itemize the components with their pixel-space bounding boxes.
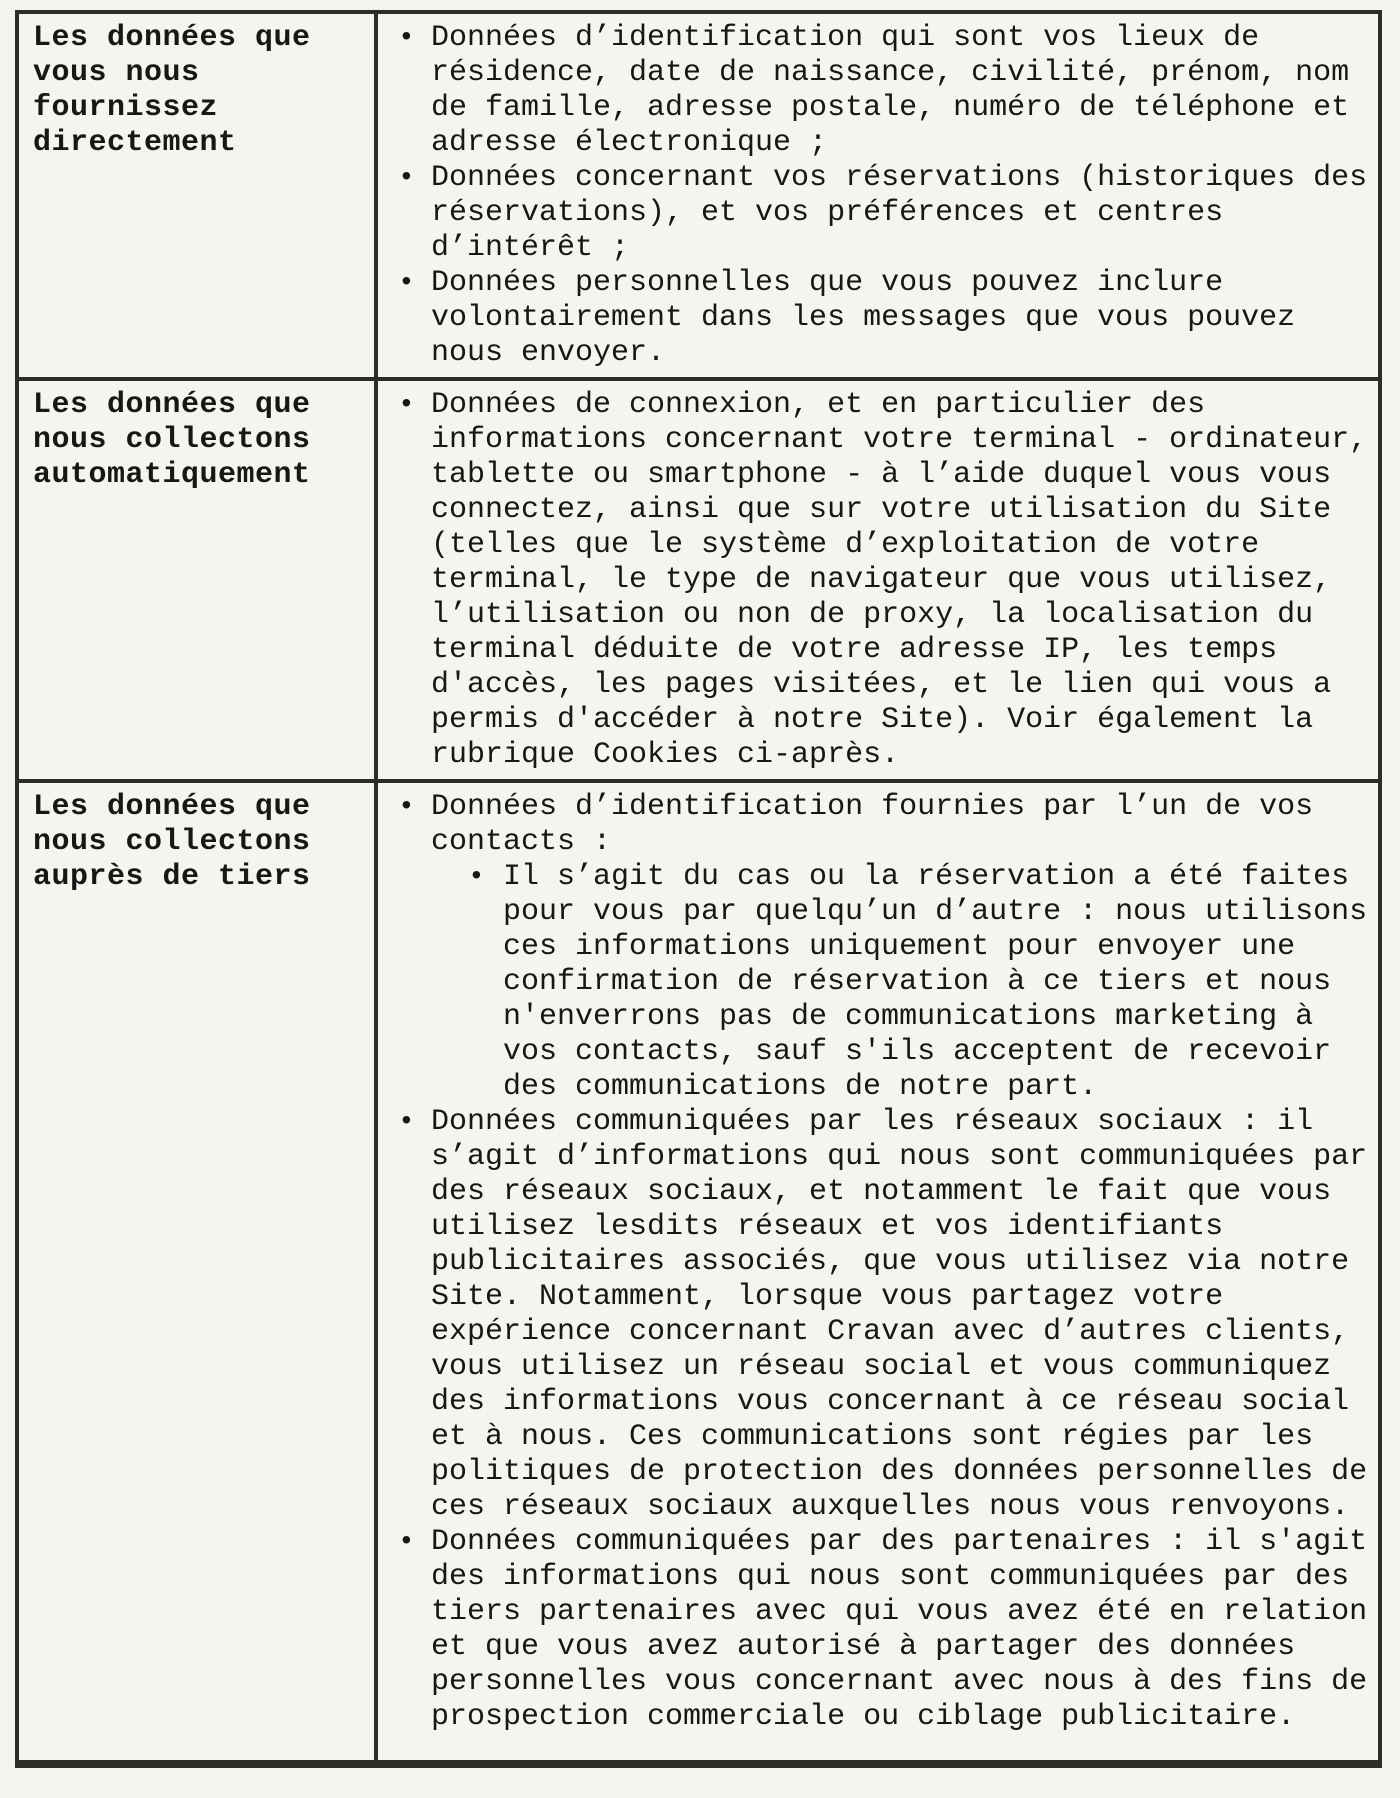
bullet-item (378, 388, 1375, 773)
bullet-item (378, 266, 1375, 371)
bullet-text: Données d’identification qui sont vos lieux de résidence, date de naissance, civilité, prénom, nom de famille, adresse postale, numéro de téléphone et adresse électronique ; (431, 21, 1350, 160)
bullet-text: Données d’identification fournies par l’un de vos contacts : (431, 790, 1314, 859)
bullet-item (378, 790, 1375, 860)
bullet-text: Données concernant vos réservations (historiques des réservations), et vos préférences et centres d’intérêt ; (431, 161, 1368, 265)
bullet-text: Il s’agit du cas ou la réservation a été faites pour vous par quelqu’un d’autre : nous utilisons ces informations uniquement pour envoyer une confirmation de réservation à ce tiers et nous n'enverrons pas de communications marketing à vos contacts, sauf s'ils acceptent de recevoir des communications de notre part. (503, 860, 1368, 1104)
bullet-item (378, 1525, 1375, 1735)
bullet-icon: • (398, 23, 415, 54)
bullet-icon: • (398, 1107, 415, 1138)
bullet-icon: • (398, 163, 415, 194)
bullet-icon: • (398, 1527, 415, 1558)
row-content-cell (378, 783, 1378, 1760)
bullet-item (378, 161, 1375, 266)
bullet-icon: • (398, 792, 415, 823)
table-row (19, 14, 1378, 377)
bullet-item (378, 1105, 1375, 1525)
row-header-cell: Les données que nous collectons automatiquement (19, 381, 378, 779)
bullet-text: Données de connexion, et en particulier des informations concernant votre terminal - ordinateur, tablette ou smartphone - à l’aide duquel vous vous connectez, ainsi que sur votre utilisation du Site (telles que le système d’exploitation de votre terminal, le type de navigateur que vous utilisez, l’utilisation ou non de proxy, la localisation du terminal déduite de votre adresse IP, les temps d'accès, les pages visitées, et le lien qui vous a permis d'accéder à notre Site). Voir également la rubrique Cookies ci-après. (431, 388, 1368, 772)
row-content-cell (378, 14, 1378, 377)
bullet-icon: • (398, 268, 415, 299)
table-row (19, 779, 1378, 1760)
bullet-text: Données communiquées par les réseaux sociaux : il s’agit d’informations qui nous sont communiquées par des réseaux sociaux, et notamment le fait que vous utilisez lesdits réseaux et vos identifiants publicitaires associés, que vous utilisez via notre Site. Notamment, lorsque vous partagez votre expérience concernant Cravan avec d’autres clients, vous utilisez un réseau social et vous communiquez des informations vous concernant à ce réseau social et à nous. Ces communications sont régies par les politiques de protection des données personnelles de ces réseaux sociaux auxquelles nous vous renvoyons. (431, 1105, 1368, 1524)
bullet-icon: • (468, 862, 485, 893)
row-content-cell (378, 381, 1378, 779)
table-row (19, 377, 1378, 779)
personal-data-table (15, 10, 1382, 1768)
bullet-icon: • (398, 390, 415, 421)
bullet-item (378, 21, 1375, 161)
row-header-cell: Les données que nous collectons auprès de tiers (19, 783, 378, 1760)
bullet-item-nested (378, 860, 1375, 1105)
bullet-text: Données communiquées par des partenaires : il s'agit des informations qui nous sont communiquées par des tiers partenaires avec qui vous avez été en relation et que vous avez autorisé à partager des données personnelles vous concernant avec nous à des fins de prospection commerciale ou ciblage publicitaire. (431, 1525, 1368, 1734)
row-header-cell: Les données que vous nous fournissez directement (19, 14, 378, 377)
bullet-text: Données personnelles que vous pouvez inclure volontairement dans les messages que vous pouvez nous envoyer. (431, 266, 1296, 370)
